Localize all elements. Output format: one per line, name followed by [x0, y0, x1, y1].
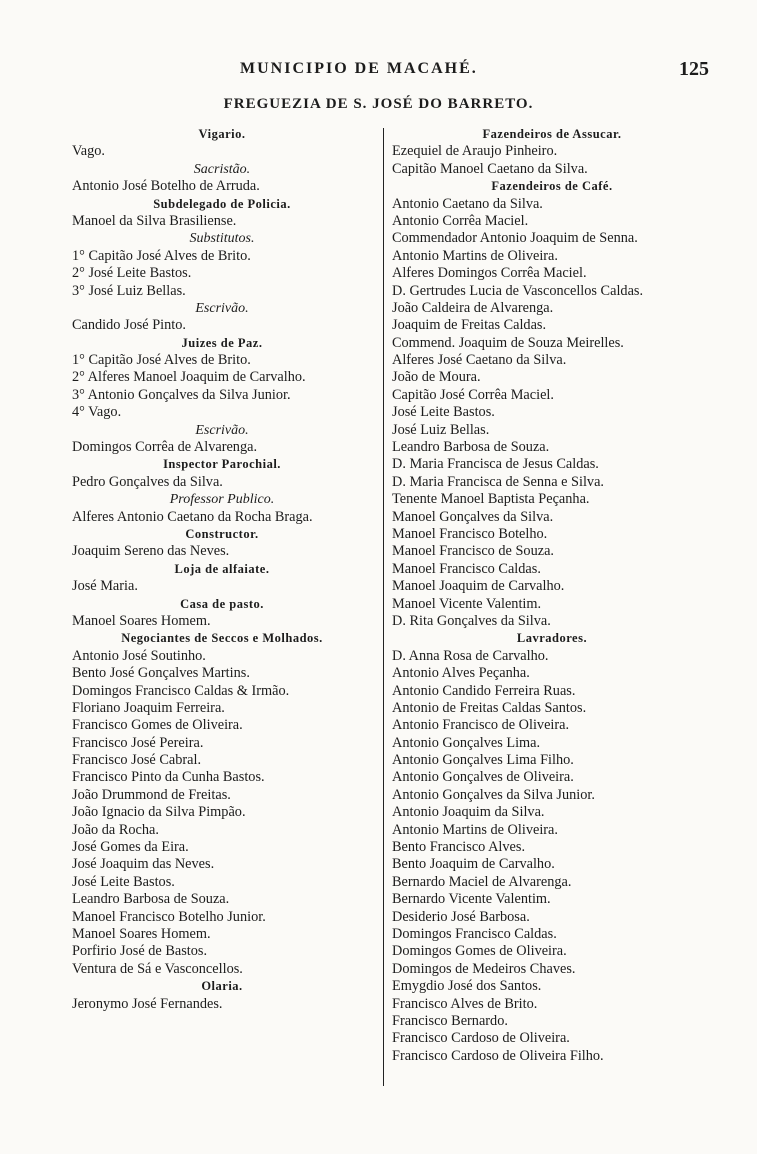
list-entry: D. Maria Francisca de Jesus Caldas.: [392, 456, 599, 473]
list-entry: D. Rita Gonçalves da Silva.: [392, 612, 551, 629]
list-entry: Bento Joaquim de Carvalho.: [392, 856, 555, 873]
list-entry: Bento José Gonçalves Martins.: [72, 665, 250, 682]
list-entry: Antonio Martins de Oliveira.: [392, 821, 558, 838]
running-head: [0, 60, 757, 86]
page-number: 125: [679, 58, 709, 80]
section-heading: Fazendeiros de Café.: [491, 179, 613, 194]
list-entry: José Gomes da Eira.: [72, 839, 189, 856]
list-entry: 3° José Luiz Bellas.: [72, 282, 186, 299]
list-entry: 4° Vago.: [72, 404, 122, 421]
section-heading: Loja de alfaiate.: [174, 561, 270, 576]
list-entry: Francisco Cardoso de Oliveira.: [392, 1030, 570, 1047]
list-entry: 1° Capitão José Alves de Brito.: [72, 352, 251, 369]
section-heading: Inspector Parochial.: [163, 457, 281, 472]
list-entry: Antonio de Freitas Caldas Santos.: [392, 699, 587, 716]
list-entry: D. Anna Rosa de Carvalho.: [392, 647, 549, 664]
list-entry: Desiderio José Barbosa.: [392, 908, 530, 925]
list-entry: Bernardo Maciel de Alvarenga.: [392, 873, 572, 890]
list-entry: Antonio Gonçalves de Oliveira.: [392, 769, 574, 786]
list-entry: Manoel Soares Homem.: [72, 612, 211, 629]
list-entry: 1° Capitão José Alves de Brito.: [72, 247, 251, 264]
list-entry: João da Rocha.: [72, 821, 159, 838]
list-entry: Bento Francisco Alves.: [392, 839, 526, 856]
list-entry: Candido José Pinto.: [72, 317, 186, 334]
section-heading: Casa de pasto.: [180, 596, 264, 611]
list-entry: Antonio José Soutinho.: [72, 647, 206, 664]
list-entry: Manoel Francisco de Souza.: [392, 543, 554, 560]
list-entry: D. Gertrudes Lucia de Vasconcellos Caldas.: [392, 282, 644, 299]
list-entry: Domingos Francisco Caldas & Irmão.: [72, 682, 290, 699]
list-entry: João Ignacio da Silva Pimpão.: [72, 804, 246, 821]
list-entry: Jeronymo José Fernandes.: [72, 995, 223, 1012]
right-column: [392, 126, 712, 1065]
left-column: [72, 126, 372, 1013]
list-entry: João de Moura.: [392, 369, 481, 386]
list-entry: Bernardo Vicente Valentim.: [392, 891, 551, 908]
list-entry: José Leite Bastos.: [72, 873, 175, 890]
list-entry: Antonio Caetano da Silva.: [392, 195, 543, 212]
list-entry: Pedro Gonçalves da Silva.: [72, 473, 223, 490]
list-entry: Francisco Gomes de Oliveira.: [72, 717, 243, 734]
list-entry: Ventura de Sá e Vasconcellos.: [72, 960, 243, 977]
list-entry: Manoel Soares Homem.: [72, 925, 211, 942]
list-entry: Antonio Alves Peçanha.: [392, 665, 530, 682]
list-entry: Domingos de Medeiros Chaves.: [392, 960, 576, 977]
list-entry: Manoel Francisco Caldas.: [392, 560, 541, 577]
list-entry: Leandro Barbosa de Souza.: [72, 891, 230, 908]
list-entry: Francisco Bernardo.: [392, 1012, 508, 1029]
list-entry: Porfirio José de Bastos.: [72, 943, 208, 960]
section-heading: Juizes de Paz.: [181, 335, 263, 350]
list-entry: Antonio Gonçalves Lima.: [392, 734, 541, 751]
list-entry: Francisco José Cabral.: [72, 752, 202, 769]
list-entry: Domingos Francisco Caldas.: [392, 925, 557, 942]
section-heading: Constructor.: [185, 526, 259, 541]
role-subheading: Substitutos.: [189, 231, 255, 247]
section-heading: Vigario.: [198, 127, 246, 141]
list-entry: Manoel Francisco Botelho Junior.: [72, 908, 266, 925]
list-entry: Capitão Manoel Caetano da Silva.: [392, 160, 588, 177]
list-entry: Vago.: [72, 143, 105, 160]
list-entry: João Drummond de Freitas.: [72, 786, 231, 803]
list-entry: Antonio Corrêa Maciel.: [392, 212, 529, 229]
list-entry: 2° Alferes Manoel Joaquim de Carvalho.: [72, 369, 306, 386]
list-entry: Commend. Joaquim de Souza Meirelles.: [392, 334, 624, 351]
list-entry: Antonio Joaquim da Silva.: [392, 804, 545, 821]
section-heading: Fazendeiros de Assucar.: [482, 127, 622, 141]
role-subheading: Escrivão.: [195, 422, 249, 438]
list-entry: Alferes José Caetano da Silva.: [392, 352, 567, 369]
parish-title: FREGUEZIA DE S. JOSÉ DO BARRETO.: [223, 96, 534, 112]
list-entry: Manoel Vicente Valentim.: [392, 595, 542, 612]
list-entry: Alferes Antonio Caetano da Rocha Braga.: [72, 508, 313, 525]
list-entry: Capitão José Corrêa Maciel.: [392, 386, 554, 403]
list-entry: Antonio Gonçalves Lima Filho.: [392, 752, 574, 769]
section-heading: Lavradores.: [516, 631, 588, 646]
list-entry: Antonio Martins de Oliveira.: [392, 247, 558, 264]
list-entry: Domingos Gomes de Oliveira.: [392, 943, 567, 960]
list-entry: Joaquim Sereno das Neves.: [72, 543, 230, 560]
list-entry: Manoel Gonçalves da Silva.: [392, 508, 554, 525]
list-entry: 2° José Leite Bastos.: [72, 265, 192, 282]
role-subheading: Sacristão.: [193, 161, 251, 177]
list-entry: José Leite Bastos.: [392, 404, 495, 421]
list-entry: Domingos Corrêa de Alvarenga.: [72, 439, 258, 456]
list-entry: José Maria.: [72, 578, 138, 595]
role-subheading: Professor Publico.: [169, 492, 275, 508]
list-entry: José Luiz Bellas.: [392, 421, 490, 438]
list-entry: Alferes Domingos Corrêa Maciel.: [392, 265, 587, 282]
list-entry: Manoel Joaquim de Carvalho.: [392, 578, 565, 595]
list-entry: Joaquim de Freitas Caldas.: [392, 317, 547, 334]
list-entry: Floriano Joaquim Ferreira.: [72, 699, 225, 716]
list-entry: Commendador Antonio Joaquim de Senna.: [392, 230, 638, 247]
list-entry: Francisco Cardoso de Oliveira Filho.: [392, 1047, 604, 1064]
list-entry: Leandro Barbosa de Souza.: [392, 439, 550, 456]
list-entry: Ezequiel de Araujo Pinheiro.: [392, 143, 558, 160]
list-entry: Antonio Gonçalves da Silva Junior.: [392, 786, 595, 803]
list-entry: Tenente Manoel Baptista Peçanha.: [392, 491, 590, 508]
list-entry: Emygdio José dos Santos.: [392, 978, 542, 995]
list-entry: Antonio José Botelho de Arruda.: [72, 178, 260, 195]
list-entry: José Joaquim das Neves.: [72, 856, 215, 873]
list-entry: Antonio Candido Ferreira Ruas.: [392, 682, 576, 699]
list-entry: Francisco José Pereira.: [72, 734, 204, 751]
list-entry: Manoel da Silva Brasiliense.: [72, 212, 237, 229]
running-title: MUNICIPIO DE MACAHÉ.: [240, 60, 478, 77]
list-entry: Manoel Francisco Botelho.: [392, 525, 548, 542]
list-entry: D. Maria Francisca de Senna e Silva.: [392, 473, 605, 490]
list-entry: 3° Antonio Gonçalves da Silva Junior.: [72, 386, 291, 403]
section-heading: Olaria.: [201, 979, 243, 994]
role-subheading: Escrivão.: [195, 300, 249, 316]
list-entry: Antonio Francisco de Oliveira.: [392, 717, 570, 734]
section-heading: Subdelegado de Policia.: [153, 196, 291, 211]
section-heading: Negociantes de Seccos e Molhados.: [121, 631, 323, 646]
list-entry: Francisco Alves de Brito.: [392, 995, 538, 1012]
list-entry: Francisco Pinto da Cunha Bastos.: [72, 769, 265, 786]
list-entry: João Caldeira de Alvarenga.: [392, 299, 554, 316]
column-divider: [383, 128, 384, 1086]
